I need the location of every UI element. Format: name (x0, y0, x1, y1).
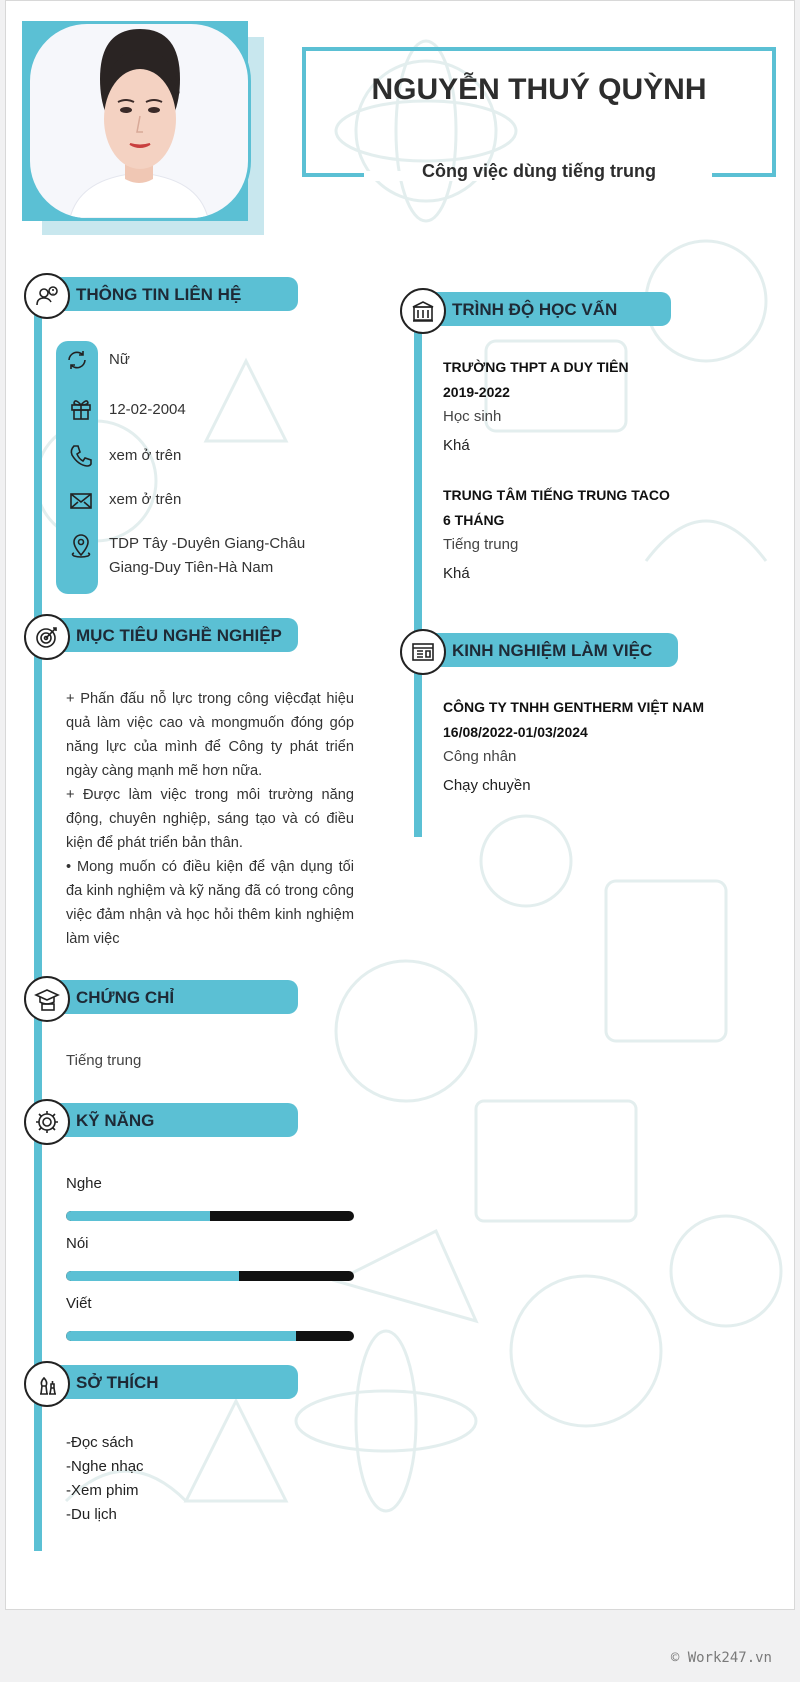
hobby-item: -Đọc sách (66, 1434, 134, 1451)
phone-icon (68, 443, 94, 469)
location-icon (68, 533, 94, 559)
chess-icon (24, 1361, 70, 1407)
education-grade: Khá (443, 565, 470, 582)
education-school: TRUNG TÂM TIẾNG TRUNG TACO (443, 487, 670, 503)
skill-bar-fill (66, 1271, 239, 1281)
hobby-item: -Du lịch (66, 1506, 117, 1523)
objective-paragraph: + Phấn đấu nỗ lực trong công việcđạt hiệu quả làm việc cao và mongmuốn đóng góp năng lực của mình để Công ty phát triển ngày càng mạnh mẽ hơn nữa. (66, 691, 354, 779)
experience-company: CÔNG TY TNHH GENTHERM VIỆT NAM (443, 699, 705, 715)
education-school: TRƯỜNG THPT A DUY TIÊN (443, 359, 629, 375)
skill-bar (66, 1211, 354, 1221)
experience-position: Công nhân (443, 748, 517, 765)
birthday-value: 12-02-2004 (109, 401, 186, 418)
skill-bar-fill (66, 1211, 210, 1221)
hobbies-title: SỞ THÍCH (76, 1373, 159, 1392)
gender-icon (64, 347, 90, 373)
hobby-item: -Nghe nhạc (66, 1458, 144, 1475)
email-icon (68, 488, 94, 514)
gear-icon (24, 1099, 70, 1145)
certificate-item: Tiếng trung (66, 1052, 142, 1069)
experience-description: Chạy chuyền (443, 777, 531, 794)
objective-paragraph: + Được làm việc trong môi trường năng động, chuyên nghiệp, sáng tạo và có điều kiện để phát triển bản thân. (66, 787, 354, 851)
objective-title: MỤC TIÊU NGHỀ NGHIỆP (76, 626, 282, 645)
job-title: Công việc dùng tiếng trung (422, 161, 656, 181)
education-title: TRÌNH ĐỘ HỌC VẤN (452, 300, 618, 319)
phone-value: xem ở trên (109, 447, 182, 464)
watermark: © Work247.vn (670, 1650, 772, 1666)
name-frame (302, 47, 776, 177)
cv-page (5, 0, 795, 1610)
skill-label: Nói (66, 1235, 89, 1252)
certificate-icon (24, 976, 70, 1022)
skill-bar (66, 1271, 354, 1281)
skill-bar (66, 1331, 354, 1341)
school-icon (400, 288, 446, 334)
experience-period: 16/08/2022-01/03/2024 (443, 724, 588, 740)
education-major: Tiếng trung (443, 536, 519, 553)
briefcase-icon (400, 629, 446, 675)
address-line-1: TDP Tây -Duyên Giang-Châu (109, 535, 306, 552)
contact-icon (24, 273, 70, 319)
certificates-title: CHỨNG CHỈ (76, 988, 175, 1007)
education-period: 6 THÁNG (443, 512, 505, 528)
hobby-item: -Xem phim (66, 1482, 139, 1499)
candidate-name: NGUYỄN THUÝ QUỲNH (371, 73, 707, 106)
skill-label: Nghe (66, 1175, 102, 1192)
skill-bar-fill (66, 1331, 296, 1341)
objective-paragraph: • Mong muốn có điều kiện để vận dụng tối đa kinh nghiệm và kỹ năng đã có trong công việc đảm nhận và học hỏi thêm kinh nghiệm làm việc (66, 859, 354, 947)
gift-icon (68, 396, 94, 422)
education-grade: Khá (443, 437, 470, 454)
education-major: Học sinh (443, 408, 502, 425)
email-value: xem ở trên (109, 491, 182, 508)
experience-title: KINH NGHIỆM LÀM VIỆC (452, 641, 653, 660)
contact-title: THÔNG TIN LIÊN HỆ (76, 285, 242, 304)
gender-value: Nữ (109, 351, 130, 368)
education-period: 2019-2022 (443, 384, 510, 400)
objective-text (66, 687, 354, 951)
skill-label: Viết (66, 1295, 92, 1312)
avatar (27, 21, 251, 221)
skills-title: KỸ NĂNG (76, 1111, 155, 1130)
target-icon (24, 614, 70, 660)
right-timeline (414, 317, 422, 837)
address-line-2: Giang-Duy Tiên-Hà Nam (109, 559, 274, 576)
